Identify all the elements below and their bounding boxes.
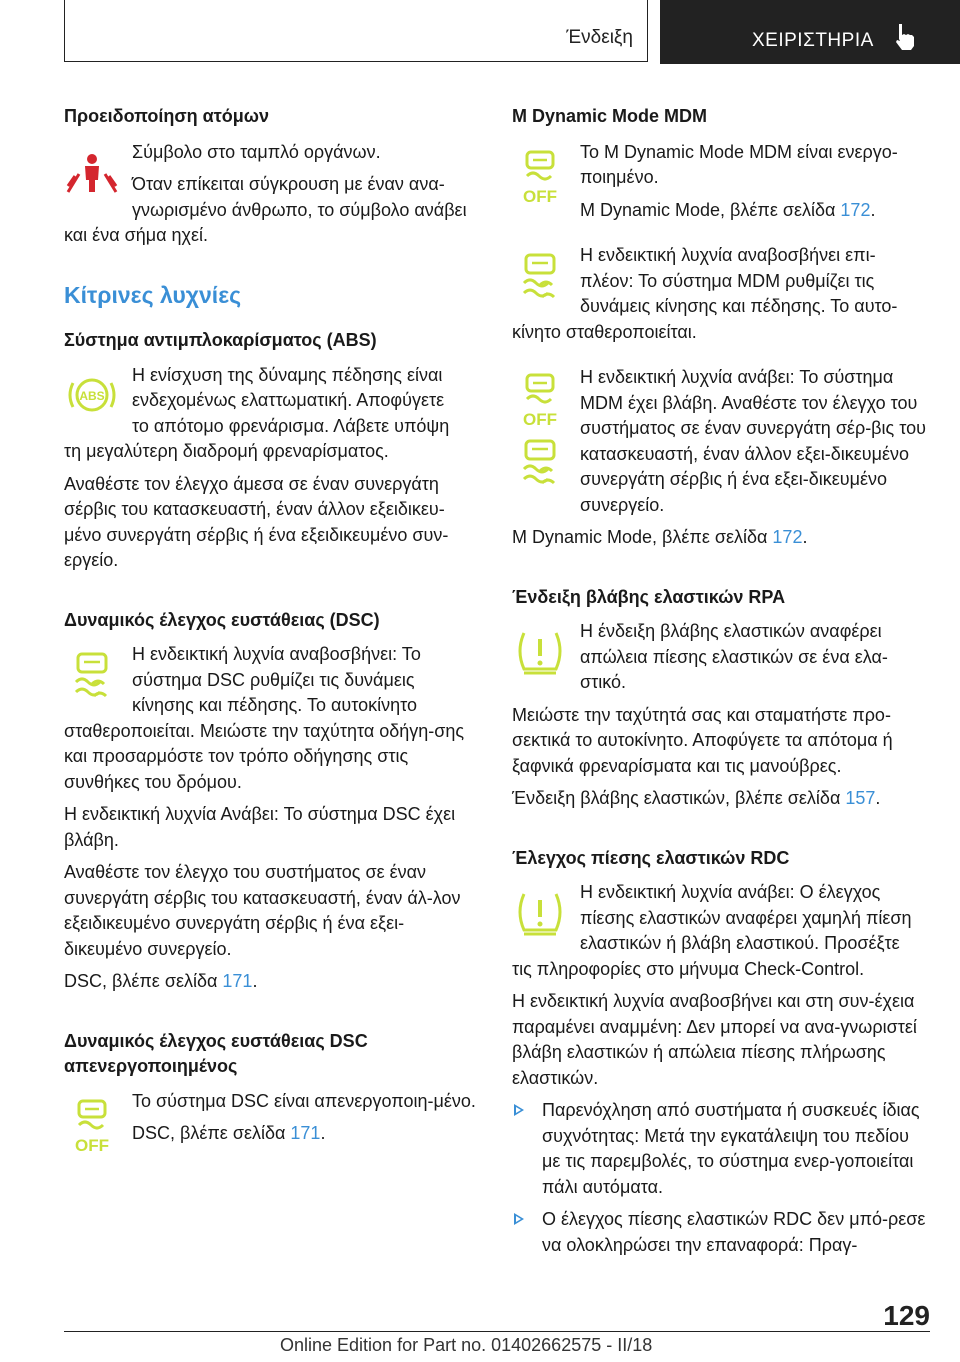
rpa-reference: Ένδειξη βλάβης ελαστικών, βλέπε σελίδα 157.: [512, 788, 881, 808]
abs-text1b: ενδεχομένως ελαττωματική. Αποφύγετε: [132, 390, 445, 410]
person-warning-title: Προειδοποίηση ατόμων: [64, 106, 269, 126]
abs-title: Σύστημα αντιμπλοκαρίσματος (ABS): [64, 330, 377, 350]
dsc-text1a: Η ενδεικτική λυχνία αναβοσβήνει: Το: [132, 644, 421, 664]
page-number: 129: [883, 1300, 930, 1331]
dsc-ref-text: DSC, βλέπε σελίδα: [64, 971, 223, 991]
rdc-title: Έλεγχος πίεσης ελαστικών RDC: [512, 847, 790, 868]
dsc-off-ref-text: DSC, βλέπε σελίδα: [132, 1123, 291, 1143]
footer-divider: [64, 1331, 930, 1332]
mdm-flash-entry: [512, 243, 930, 345]
mdm-text2b: πλέον: Το σύστημα MDM ρυθμίζει τις: [580, 270, 875, 291]
dsc-off-text1: Το σύστημα DSC είναι απενεργοποιη-μένο.: [132, 1090, 476, 1111]
dsc-off-icon: [64, 1099, 120, 1155]
mdm-title: M Dynamic Mode MDM: [512, 106, 708, 126]
person-warning-text2c: και ένα σήμα ηχεί.: [64, 225, 208, 245]
edition-footer: Online Edition for Part no. 01402662575 - II/18: [280, 1335, 653, 1355]
dsc-off-reference: DSC, βλέπε σελίδα 171.: [132, 1123, 326, 1143]
rpa-entry: [512, 619, 930, 696]
mdm-flash-icon: [512, 251, 568, 307]
tire-warning-icon: [512, 627, 568, 675]
mdm-fault-icon: [512, 437, 568, 493]
mdm-ref1-text: M Dynamic Mode, βλέπε σελίδα: [580, 199, 841, 220]
mdm-reference1: M Dynamic Mode, βλέπε σελίδα 172.: [580, 199, 876, 220]
svg-text:OFF: OFF: [75, 1135, 109, 1155]
manual-tab: [660, 0, 960, 64]
rdc-entry: [512, 880, 930, 982]
section-title: Ένδειξη: [566, 27, 633, 48]
bullet-triangle-icon: [514, 1104, 524, 1116]
person-warning-text2a: Όταν επίκειται σύγκρουση με έναν ανα-: [132, 174, 445, 194]
rpa-page-link[interactable]: 157: [845, 788, 876, 808]
dsc-title: Δυναμικός έλεγχος ευστάθειας (DSC): [64, 609, 380, 630]
rdc-text2: Η ενδεικτική λυχνία αναβοσβήνει και στη συν-έχεια παραμένει αναμμένη: Δεν μπορεί να ανα-γνωριστεί βλάβη ελαστικών ή απώλεια πίεσης πλήρωσης ελαστικών.: [512, 991, 917, 1088]
abs-text1c: το απότομο φρενάρισμα. Λάβετε υπόψη: [132, 415, 450, 436]
mdm-off-icon: [512, 150, 568, 206]
yellow-lights-heading: Κίτρινες λυχνίες: [64, 281, 242, 308]
mdm-text1: Το M Dynamic Mode MDM είναι ενεργο-ποιημένο.: [580, 141, 898, 187]
svg-text:OFF: OFF: [523, 186, 557, 206]
mdm-text3: Η ενδεικτική λυχνία ανάβει: Το σύστημα MDM έχει βλάβη. Αναθέστε τον έλεγχο του συστήματος σε έναν συνεργάτη σέρ-βις του κατασκευαστή, έναν άλλον εξει-δικευμένο συνεργάτη σέρβις ή ένα εξει-δικευμένο συνεργείο.: [580, 367, 926, 515]
rpa-ref-text: Ένδειξη βλάβης ελαστικών, βλέπε σελίδα: [512, 788, 846, 808]
mdm-ref2-text: M Dynamic Mode, βλέπε σελίδα: [512, 527, 773, 547]
dsc-off-title: Δυναμικός έλεγχος ευστάθειας DSC απενεργοποιημένος: [64, 1030, 368, 1076]
manual-title: ΧΕΙΡΙΣΤΗΡΙΑ: [752, 30, 874, 51]
mdm-text2d: κίνητο σταθεροποιείται.: [512, 321, 697, 342]
person-warning-text1: Σύμβολο στο ταμπλό οργάνων.: [132, 141, 381, 162]
dsc-reference: DSC, βλέπε σελίδα 171.: [64, 971, 258, 991]
rdc-text1d: τις πληροφορίες στο μήνυμα Check-Control.: [512, 958, 865, 979]
person-warning-icon: [64, 152, 120, 196]
dsc-text1d: σταθεροποιείται. Μειώστε την ταχύτητα οδήγη-σης και προσαρμόστε τον τρόπο οδήγησης στις συνθήκες του δρόμου.: [64, 720, 465, 792]
hand-pointer-icon: [893, 22, 919, 52]
dsc-off-entry: [64, 1089, 482, 1155]
right-column: [512, 104, 930, 1258]
dsc-text2: Η ενδεικτική λυχνία Ανάβει: Το σύστημα DSC έχει βλάβη.: [64, 804, 456, 850]
rdc-bullet-2: [512, 1207, 930, 1258]
rdc-bullet-1: [512, 1098, 930, 1200]
dsc-page-link[interactable]: 171: [222, 971, 253, 991]
dsc-text1c: κίνησης και πέδησης. Το αυτοκίνητο: [132, 695, 417, 715]
mdm-entry: [512, 140, 930, 224]
rdc-bullet-1-text: Παρενόχληση από συστήματα ή συσκευές ίδιας συχνότητας: Μετά την εγκατάλειψη του πεδίου με τις παρεμβολές, το σύστημα ενερ-γοποιείται πάλι αυτόματα.: [542, 1100, 920, 1197]
mdm-page-link2[interactable]: 172: [772, 527, 803, 547]
dsc-off-page-link[interactable]: 171: [290, 1123, 321, 1143]
svg-text:OFF: OFF: [523, 410, 557, 429]
mdm-fault-entry: [512, 365, 930, 518]
abs-entry: [64, 363, 482, 465]
rdc-bullet-2-text: Ο έλεγχος πίεσης ελαστικών RDC δεν μπό-ρεσε να ολοκληρώσει την επαναφορά: Πραγ-: [542, 1209, 926, 1255]
mdm-text2a: Η ενδεικτική λυχνία αναβοσβήνει επι-: [580, 245, 876, 265]
rdc-text1c: ελαστικών ή βλάβη ελαστικού. Προσέξτε: [580, 933, 900, 953]
mdm-page-link1[interactable]: 172: [840, 199, 871, 220]
left-column: [64, 104, 482, 1155]
bullet-triangle-icon: [514, 1213, 524, 1225]
rpa-text2: Μειώστε την ταχύτητά σας και σταματήστε προ-σεκτικά το αυτοκίνητο. Αποφύγετε τα απότομα ή ξαφνικά φρεναρίσματα και τις μανούβρες.: [512, 704, 893, 776]
abs-text2: Αναθέστε τον έλεγχο άμεσα σε έναν συνεργάτη σέρβις του κατασκευαστή, έναν άλλον εξειδικευ-μένο συνεργάτη σέρβις ή ένα εξειδικευμένο συν-εργείο.: [64, 473, 449, 570]
page-header: [64, 0, 960, 64]
abs-text1d: τη μεγαλύτερη διαδρομή φρεναρίσματος.: [64, 441, 389, 461]
rdc-text1b: πίεσης ελαστικών αναφέρει χαμηλή πίεση: [580, 907, 912, 928]
dsc-warning-icon: [64, 650, 120, 706]
dsc-text3: Αναθέστε τον έλεγχο του συστήματος σε έναν συνεργάτη σέρβις του κατασκευαστή, έναν άλ-λον εξειδικευμένο συνεργάτη σέρβις ή ένα εξει-δικευμένο συνεργείο.: [64, 862, 461, 959]
mdm-fault-off-icon: [512, 373, 568, 429]
person-warning-text2b: γνωρισμένο άνθρωπο, το σύμβολο ανάβει: [132, 199, 467, 220]
svg-text:ABS: ABS: [79, 388, 105, 403]
person-warning-entry: [64, 140, 482, 249]
section-tab: [64, 0, 648, 62]
mdm-reference2: M Dynamic Mode, βλέπε σελίδα 172.: [512, 527, 808, 547]
mdm-text2c: δυνάμεις κίνησης και πέδησης. Το αυτο-: [580, 296, 898, 316]
dsc-text1b: σύστημα DSC ρυθμίζει τις δυνάμεις: [132, 669, 415, 690]
rpa-title: Ένδειξη βλάβης ελαστικών RPA: [512, 586, 786, 607]
dsc-entry: [64, 642, 482, 795]
abs-text1a: Η ενίσχυση της δύναμης πέδησης είναι: [132, 364, 443, 385]
abs-warning-icon: [64, 373, 120, 417]
rpa-text1: Η ένδειξη βλάβης ελαστικών αναφέρει απώλεια πίεσης ελαστικών σε ένα ελα-στικό.: [580, 621, 888, 692]
tire-pressure-icon: [512, 888, 568, 936]
rdc-text1a: Η ενδεικτική λυχνία ανάβει: Ο έλεγχος: [580, 882, 881, 902]
